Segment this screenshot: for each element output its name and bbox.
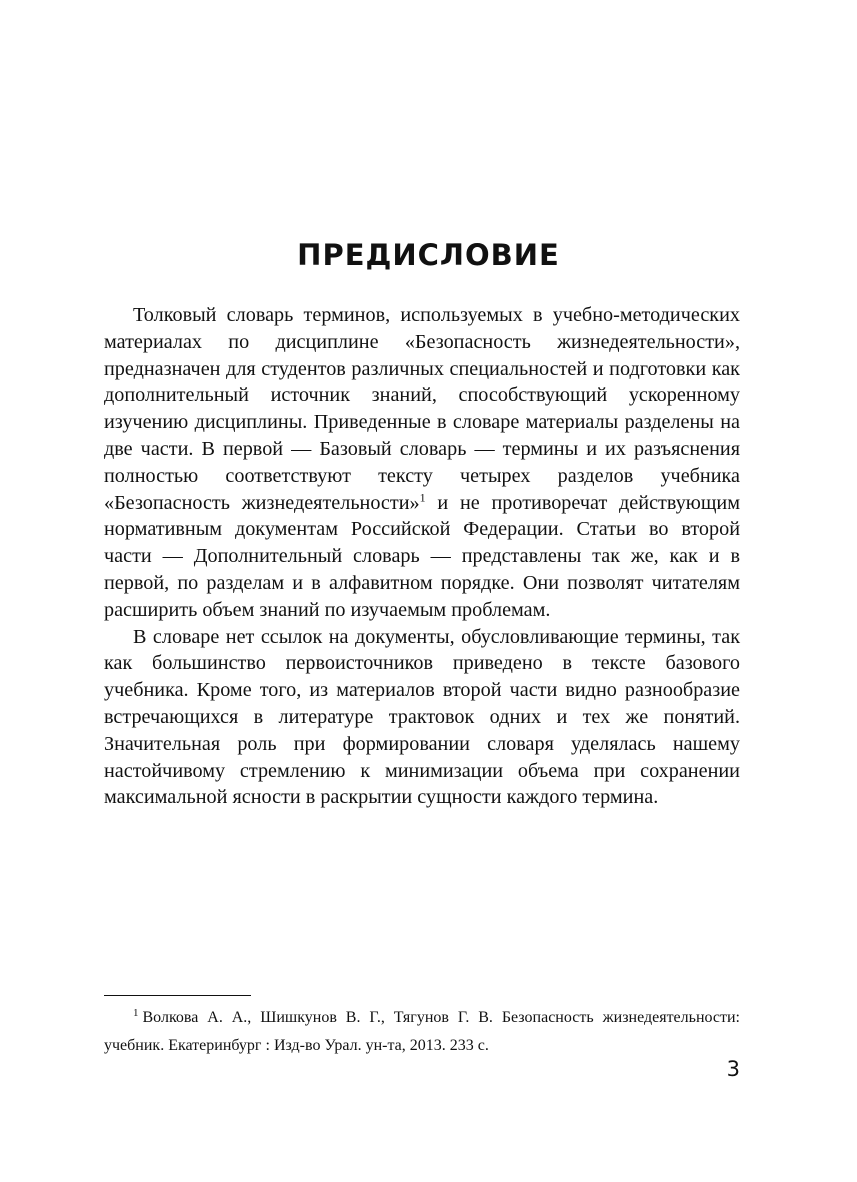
paragraph-1-text-start: Толковый словарь терминов, используемых в учебно-методических материалах по дисциплине «Безопасность жизнедеятельности», предназначен для студентов различных специальностей и подготовки как дополнительный источник знаний, способствующий ускоренному изучению дисциплины. Приведенные в словаре материалы разделены на две части. В первой — Базовый словарь — термины и их разъяснения полностью соответствуют тексту четырех разделов учебника «Безопасность жизнедеятельности»	[104, 304, 740, 514]
paragraph-1-text-end: и не противоречат действующим нормативным документам Российской Федерации. Статьи во второй части — Дополнительный словарь — представлены так же, как и в первой, по разделам и в алфавитном порядке. Они позволят читателям расширить объем знаний по изучаемым проблемам.	[104, 491, 740, 621]
footnote-mark: 1	[133, 1006, 139, 1019]
page-heading: ПРЕДИСЛОВИЕ	[297, 238, 560, 272]
footnote-reference: 1	[419, 489, 426, 504]
footnote-divider	[104, 995, 251, 996]
paragraph-1	[104, 302, 740, 624]
body-text	[104, 302, 740, 811]
footnote	[104, 1004, 740, 1060]
page-number: 3	[726, 1057, 740, 1081]
paragraph-2: В словаре нет ссылок на документы, обусловливающие термины, так как большинство первоисточников приведено в тексте базового учебника. Кроме того, из материалов второй части видно разнообразие встречающихся в литературе трактовок одних и тех же понятий. Значительная роль при формировании словаря уделялась нашему настойчивому стремлению к минимизации объема при сохранении максимальной ясности в раскрытии сущности каждого термина.	[104, 625, 740, 809]
footnote-text: Волкова А. А., Шишкунов В. Г., Тягунов Г. В. Безопасность жизнедеятельности: учебник. Екатеринбург : Изд-во Урал. ун-та, 2013. 233 с.	[104, 1009, 740, 1054]
